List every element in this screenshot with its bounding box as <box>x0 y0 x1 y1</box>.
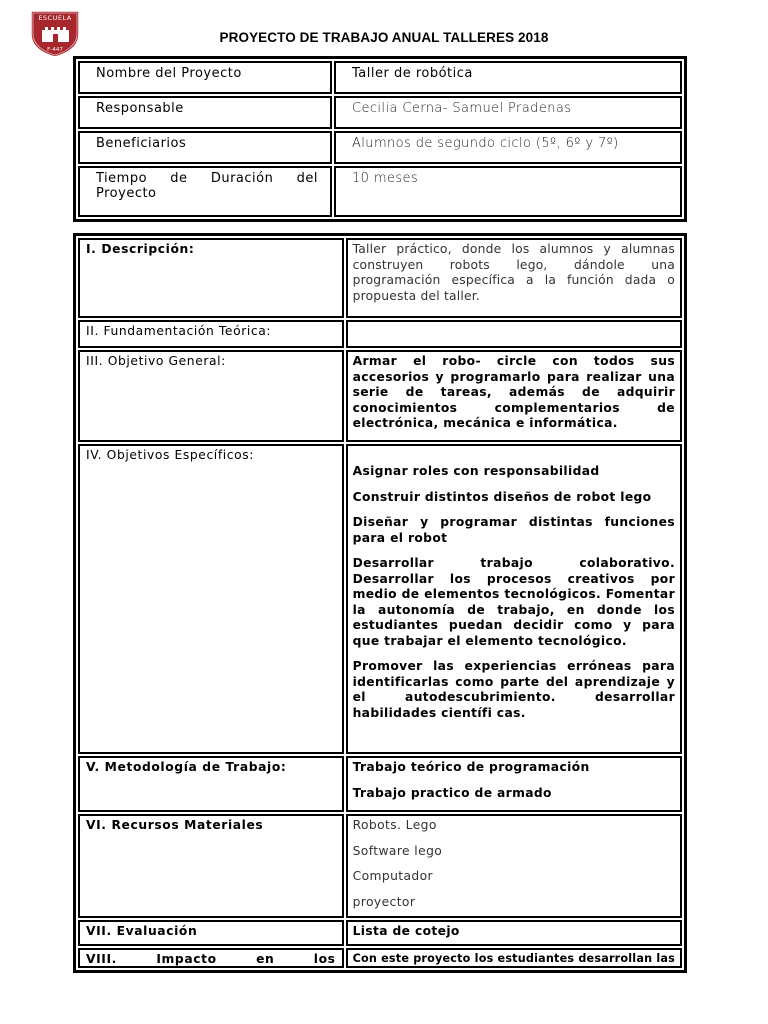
table-row <box>78 131 682 164</box>
logo-bottom-text: F-447 <box>47 47 63 53</box>
document-title: PROYECTO DE TRABAJO ANUAL TALLERES 2018 <box>219 30 549 45</box>
table-row <box>78 320 682 348</box>
project-info-table <box>73 56 687 222</box>
evaluacion-label <box>78 920 344 946</box>
duration-label-line-1: Tiempo de Duración del <box>96 171 318 186</box>
objetivos-especificos-label: IV. Objetivos Específicos: <box>78 444 344 754</box>
metodologia-list <box>346 756 682 812</box>
table-row <box>78 756 682 812</box>
fundamentacion-label: II. Fundamentación Teórica: <box>78 320 344 348</box>
list-item: Asignar roles con responsabilidad <box>352 464 600 478</box>
list-item: Desarrollar trabajo colaborativo. Desarrollar los procesos creativos por medio de elementos tecnológicos. Fomentar la autonomía de trabajo, en donde los estudiantes puedan decidir como y para que trabajar el elemento tecnológico. <box>352 556 675 648</box>
evaluacion-text: Lista de cotejo <box>346 920 682 946</box>
list-item: Computador <box>352 869 434 883</box>
list-item: Diseñar y programar distintas funciones para el robot <box>352 515 675 545</box>
recursos-list <box>346 814 682 918</box>
metodologia-label <box>78 756 344 812</box>
objetivos-especificos-list <box>346 444 682 754</box>
metodologia-label-text: V. Metodología de Trabajo: <box>86 760 287 774</box>
table-row <box>78 166 682 217</box>
table-row <box>78 350 682 442</box>
descripcion-text: Taller práctico, donde los alumnos y alumnas construyen robots lego, dándole una programación específica a la función dada o propuesta del taller. <box>346 238 682 318</box>
table-row <box>78 96 682 129</box>
project-name-label: Nombre del Proyecto <box>78 61 332 94</box>
beneficiaries-value: Alumnos de segundo ciclo (5º, 6º y 7º) <box>334 131 682 164</box>
recursos-label-text: VI. Recursos Materiales <box>86 818 264 832</box>
table-row <box>78 814 682 918</box>
objetivo-general-text: Armar el robo- circle con todos sus accesorios y programarlo para realizar una serie de tareas, además de adquirir conocimientos complementarios de electrónica, mecánica e informática. <box>346 350 682 442</box>
list-item: Construir distintos diseños de robot lego <box>352 489 652 504</box>
fundamentacion-text <box>346 320 682 348</box>
table-row <box>78 948 682 968</box>
impacto-label <box>78 948 344 968</box>
table-row <box>78 238 682 318</box>
list-item: proyector <box>352 894 416 909</box>
impacto-label-text: VIII. Impacto en los <box>86 952 336 966</box>
descripcion-label <box>78 238 344 318</box>
beneficiaries-label: Beneficiarios <box>78 131 332 164</box>
project-name-value: Taller de robótica <box>334 61 682 94</box>
project-details-table <box>73 233 687 973</box>
evaluacion-label-text: VII. Evaluación <box>86 924 198 938</box>
objetivo-general-label: III. Objetivo General: <box>78 350 344 442</box>
recursos-label <box>78 814 344 918</box>
list-item: Software lego <box>352 843 443 858</box>
duration-label <box>78 166 332 217</box>
responsible-value: Cecilia Cerna- Samuel Pradenas <box>334 96 682 129</box>
descripcion-label-text: I. Descripción: <box>86 242 195 256</box>
list-item: Trabajo practico de armado <box>352 785 552 800</box>
table-row <box>78 920 682 946</box>
duration-label-line-2: Proyecto <box>96 186 157 201</box>
list-item: Robots. Lego <box>352 818 437 832</box>
impacto-text: Con este proyecto los estudiantes desarrollan las <box>346 948 682 968</box>
duration-value: 10 meses <box>334 166 682 217</box>
responsible-label: Responsable <box>78 96 332 129</box>
list-item: Trabajo teórico de programación <box>352 760 590 774</box>
list-item: Promover las experiencias erróneas para identificarlas como parte del aprendizaje y el autodescubrimiento. desarrollar habilidades científi cas. <box>352 659 675 720</box>
logo-top-text: ESCUELA <box>38 14 72 22</box>
table-row <box>78 61 682 94</box>
table-row <box>78 444 682 754</box>
